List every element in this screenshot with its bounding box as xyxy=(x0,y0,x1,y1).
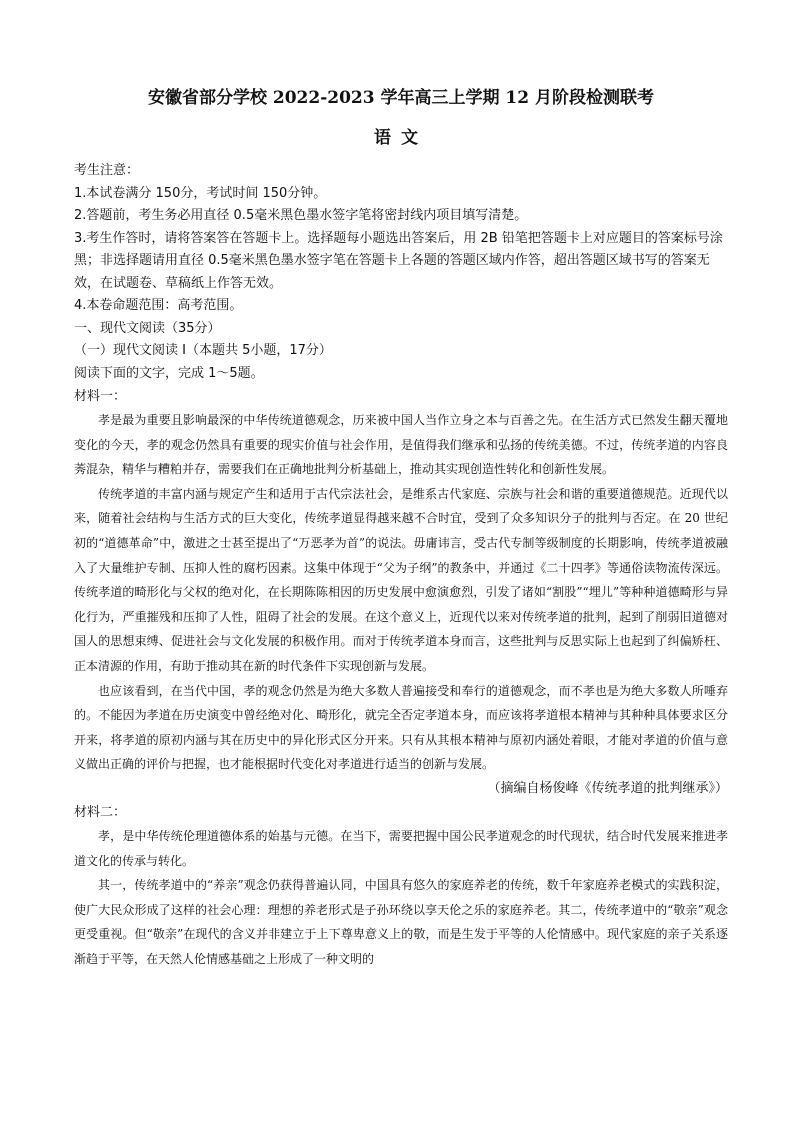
source-citation: （摘编自杨俊峰《传统孝道的批判继承》） xyxy=(487,780,728,796)
paragraph: 孝是最为重要且影响最深的中华传统道德观念，历来被中国人当作立身之本与百善之先。在生活方式已然发生翻天覆地变化的今天，孝的观念仍然具有重要的现实价值与社会作用，是值得我们继承和弘扬的传统美德。不过，传统孝道的内容良莠混杂，精华与糟粕并存，需要我们在正确地批判分析基础上，推动其实现创造性转化和创新性发展。 xyxy=(74,413,728,477)
subsection-heading: （一）现代文阅读 I（本题共 5小题，17分） xyxy=(74,343,332,358)
paragraph: 也应该看到，在当代中国，孝的观念仍然是为绝大多数人普遍接受和奉行的道德观念，而不孝也是为绝大多数人所唾弃的。不能因为孝道在历史演变中曾经绝对化、畸形化，就完全否定孝道本身，而应该将孝道根本精神与其种种具体要求区分开来，将孝道的原初内涵与其在历史中的异化形式区分开来。只有从其根本精神与原初内涵处着眼，才能对孝道的价值与意义做出正确的评价与把握，也才能根据时代变化对孝道进行适当的创新与发展。 xyxy=(74,683,728,772)
document-title: 安徽省部分学校 2022-2023 学年高三上学期 12 月阶段检测联考 xyxy=(147,88,654,108)
document-page xyxy=(74,86,728,971)
material-two-text xyxy=(74,824,728,972)
notes-item: 1.本试卷满分 150分，考试时间 150分钟。 xyxy=(74,185,327,201)
paragraph: 其一，传统孝道中的“养亲”观念仍获得普遍认同，中国具有悠久的家庭养老的传统，数千年家庭养老模式的实践积淀，使广大民众形成了这样的社会心理：理想的养老形式是子孙环绕以享天伦之乐的家庭养老。其二，传统孝道中的“敬亲”观念更受重视。但“敬亲”在现代的含义并非建立于上下尊卑意义上的敬，而是生发于平等的人伦情感中。现代家庭的亲子关系逐渐趋于平等，在天然人伦情感基础之上形成了一种文明的 xyxy=(74,878,728,966)
material-label: 材料一： xyxy=(74,389,127,404)
paragraph: 孝，是中华传统伦理道德体系的始基与元德。在当下，需要把握中国公民孝道观念的时代现状，结合时代发展来推进孝道文化的传承与转化。 xyxy=(74,828,728,868)
notes-item: 3.考生作答时，请将答案答在答题卡上。选择题每小题选出答案后，用 2B 铅笔把答题卡上对应题目的答案标号涂黑；非选择题请用直径 0.5毫米黑色墨水签字笔在答题卡上各题的答题区域内作答，超出答题区域书写的答案无效，在试题卷、草稿纸上作答无效。 xyxy=(74,230,723,291)
section-heading: 一、现代文阅读（35分） xyxy=(74,320,221,336)
material-label: 材料二： xyxy=(74,804,127,820)
paragraph: 传统孝道的丰富内涵与规定产生和适用于古代宗法社会，是维系古代家庭、宗族与社会和谐的重要道德规范。近现代以来，随着社会结构与生活方式的巨大变化，传统孝道显得越来越不合时宜，受到了众多知识分子的批判与否定。在 20 世纪初的“道德革命”中，激进之士甚至提出了“万恶孝为首”的说法。毋庸讳言，受古代专制等级制度的长期影响，传统孝道被融入了大量维护专制、压抑人性的腐朽因素。这集中体现于“父为子纲”的教条中，并通过《二十四孝》等通俗读物流传深远。传统孝道的畸形化与父权的绝对化，在长期陈陈相因的历史发展中愈演愈烈，引发了诸如“割股”“埋儿”等种种道德畸形与异化行为，严重摧残和压抑了人性，阻碍了社会的发展。在这个意义上，近现代以来对传统孝道的批判，起到了削弱旧道德对国人的思想束缚、促进社会与文化发展的积极作用。而对于传统孝道本身而言，这些批判与反思实际上也起到了纠偏矫枉、正本清源的作用，有助于推动其在新的时代条件下实现创新与发展。 xyxy=(74,486,728,673)
notes-item: 2.答题前，考生务必用直径 0.5毫米黑色墨水签字笔将密封线内项目填写清楚。 xyxy=(74,208,528,223)
notes-item: 4.本卷命题范围：高考范围。 xyxy=(74,298,243,313)
exam-notes xyxy=(74,160,728,385)
reading-instruction: 阅读下面的文字，完成 1～5题。 xyxy=(74,365,264,381)
material-one-text xyxy=(74,408,728,777)
subject-title: 语文 xyxy=(374,128,428,148)
notes-heading: 考生注意： xyxy=(74,163,140,178)
